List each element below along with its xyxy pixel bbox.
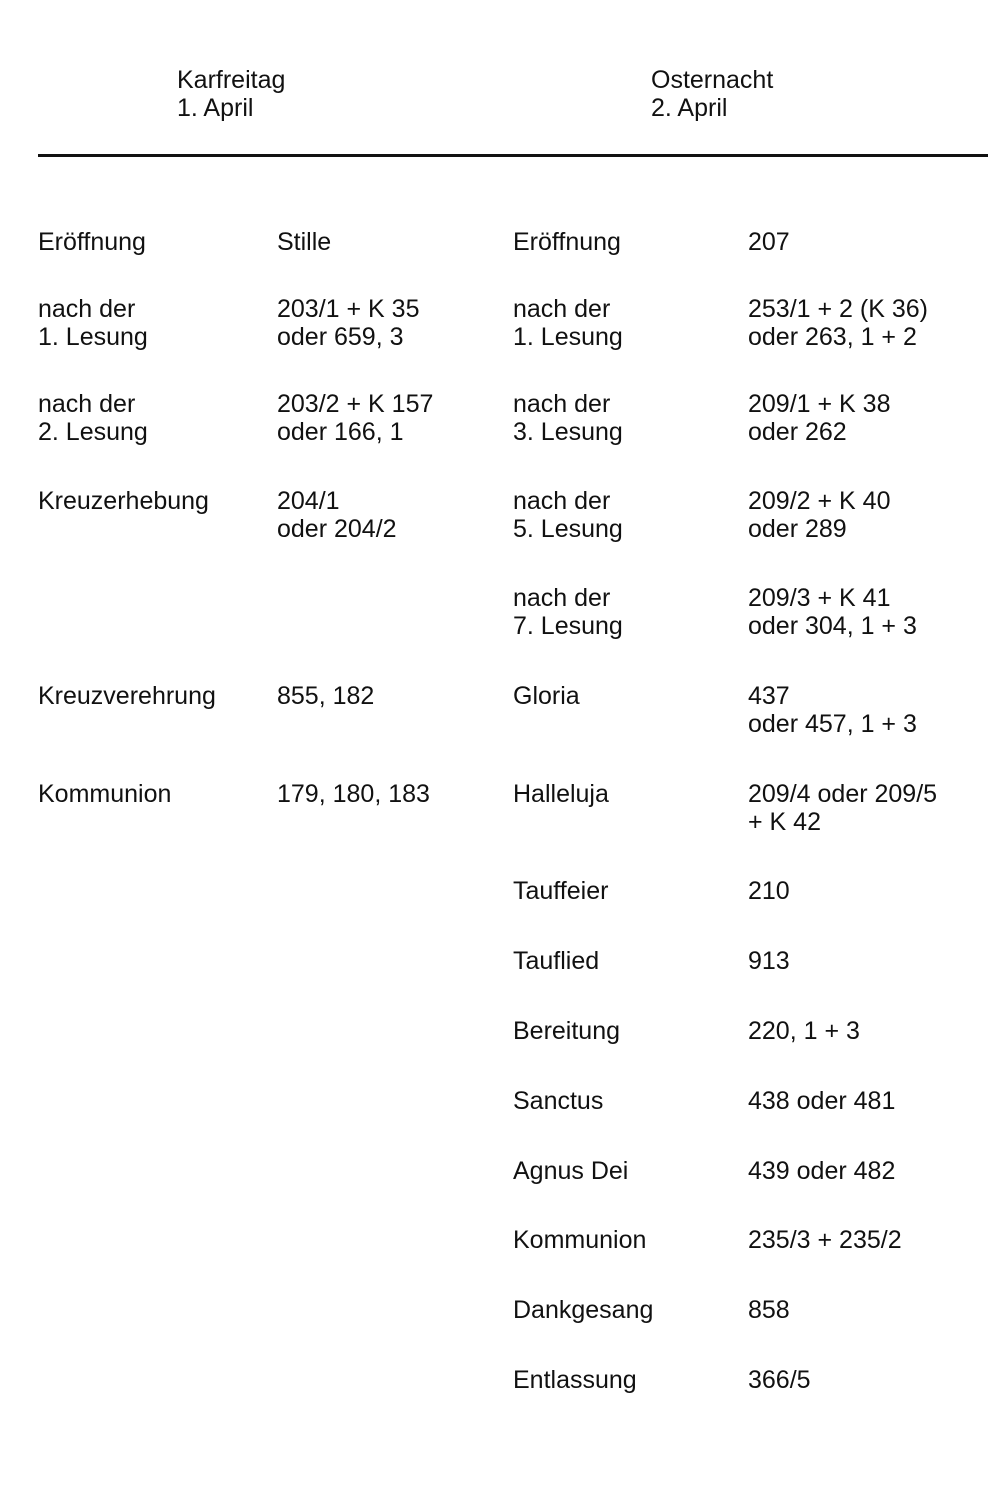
- karfreitag-row-label: Kommunion: [38, 780, 172, 808]
- osternacht-row-value: 209/4 oder 209/5 + K 42: [748, 780, 938, 836]
- osternacht-row-value: 209/2 + K 40 oder 289: [748, 487, 891, 543]
- karfreitag-row-label: nach der 1. Lesung: [38, 295, 148, 351]
- osternacht-row-value: 438 oder 481: [748, 1087, 896, 1115]
- osternacht-row-value: 235/3 + 235/2: [748, 1226, 902, 1254]
- osternacht-row-value: 366/5: [748, 1366, 811, 1394]
- karfreitag-row-label: Eröffnung: [38, 228, 146, 256]
- osternacht-row-label: Gloria: [513, 682, 580, 710]
- karfreitag-row-label: nach der 2. Lesung: [38, 390, 148, 446]
- osternacht-date: 2. April: [651, 94, 728, 122]
- osternacht-row-label: Eröffnung: [513, 228, 621, 256]
- karfreitag-row-label: Kreuzerhebung: [38, 487, 209, 515]
- osternacht-row-value: 437 oder 457, 1 + 3: [748, 682, 917, 738]
- osternacht-row-value: 913: [748, 947, 790, 975]
- karfreitag-row-value: Stille: [277, 228, 332, 256]
- osternacht-title: Osternacht: [651, 66, 774, 94]
- karfreitag-row-label: Kreuzverehrung: [38, 682, 216, 710]
- karfreitag-row-value: 203/2 + K 157 oder 166, 1: [277, 390, 434, 446]
- osternacht-row-label: Entlassung: [513, 1366, 637, 1394]
- osternacht-row-value: 209/3 + K 41 oder 304, 1 + 3: [748, 584, 917, 640]
- osternacht-row-label: Halleluja: [513, 780, 609, 808]
- osternacht-row-label: Tauffeier: [513, 877, 609, 905]
- karfreitag-row-value: 179, 180, 183: [277, 780, 430, 808]
- header-divider: [38, 154, 988, 157]
- karfreitag-heading: [177, 66, 285, 122]
- osternacht-row-value: 220, 1 + 3: [748, 1017, 860, 1045]
- karfreitag-row-value: 855, 182: [277, 682, 375, 710]
- osternacht-row-label: Sanctus: [513, 1087, 604, 1115]
- karfreitag-row-value: 204/1 oder 204/2: [277, 487, 397, 543]
- osternacht-row-label: Tauflied: [513, 947, 600, 975]
- osternacht-row-label: Bereitung: [513, 1017, 621, 1045]
- karfreitag-row-value: 203/1 + K 35 oder 659, 3: [277, 295, 420, 351]
- osternacht-row-label: Agnus Dei: [513, 1157, 629, 1185]
- osternacht-row-label: nach der 3. Lesung: [513, 390, 623, 446]
- karfreitag-date: 1. April: [177, 94, 254, 122]
- osternacht-row-label: nach der 7. Lesung: [513, 584, 623, 640]
- osternacht-row-value: 209/1 + K 38 oder 262: [748, 390, 891, 446]
- osternacht-heading: [651, 66, 773, 122]
- osternacht-row-value: 253/1 + 2 (K 36) oder 263, 1 + 2: [748, 295, 928, 351]
- osternacht-row-value: 210: [748, 877, 790, 905]
- osternacht-row-label: nach der 1. Lesung: [513, 295, 623, 351]
- osternacht-row-label: Dankgesang: [513, 1296, 654, 1324]
- karfreitag-title: Karfreitag: [177, 66, 286, 94]
- osternacht-row-value: 858: [748, 1296, 790, 1324]
- osternacht-row-value: 207: [748, 228, 790, 256]
- osternacht-row-value: 439 oder 482: [748, 1157, 896, 1185]
- osternacht-row-label: Kommunion: [513, 1226, 647, 1254]
- osternacht-row-label: nach der 5. Lesung: [513, 487, 623, 543]
